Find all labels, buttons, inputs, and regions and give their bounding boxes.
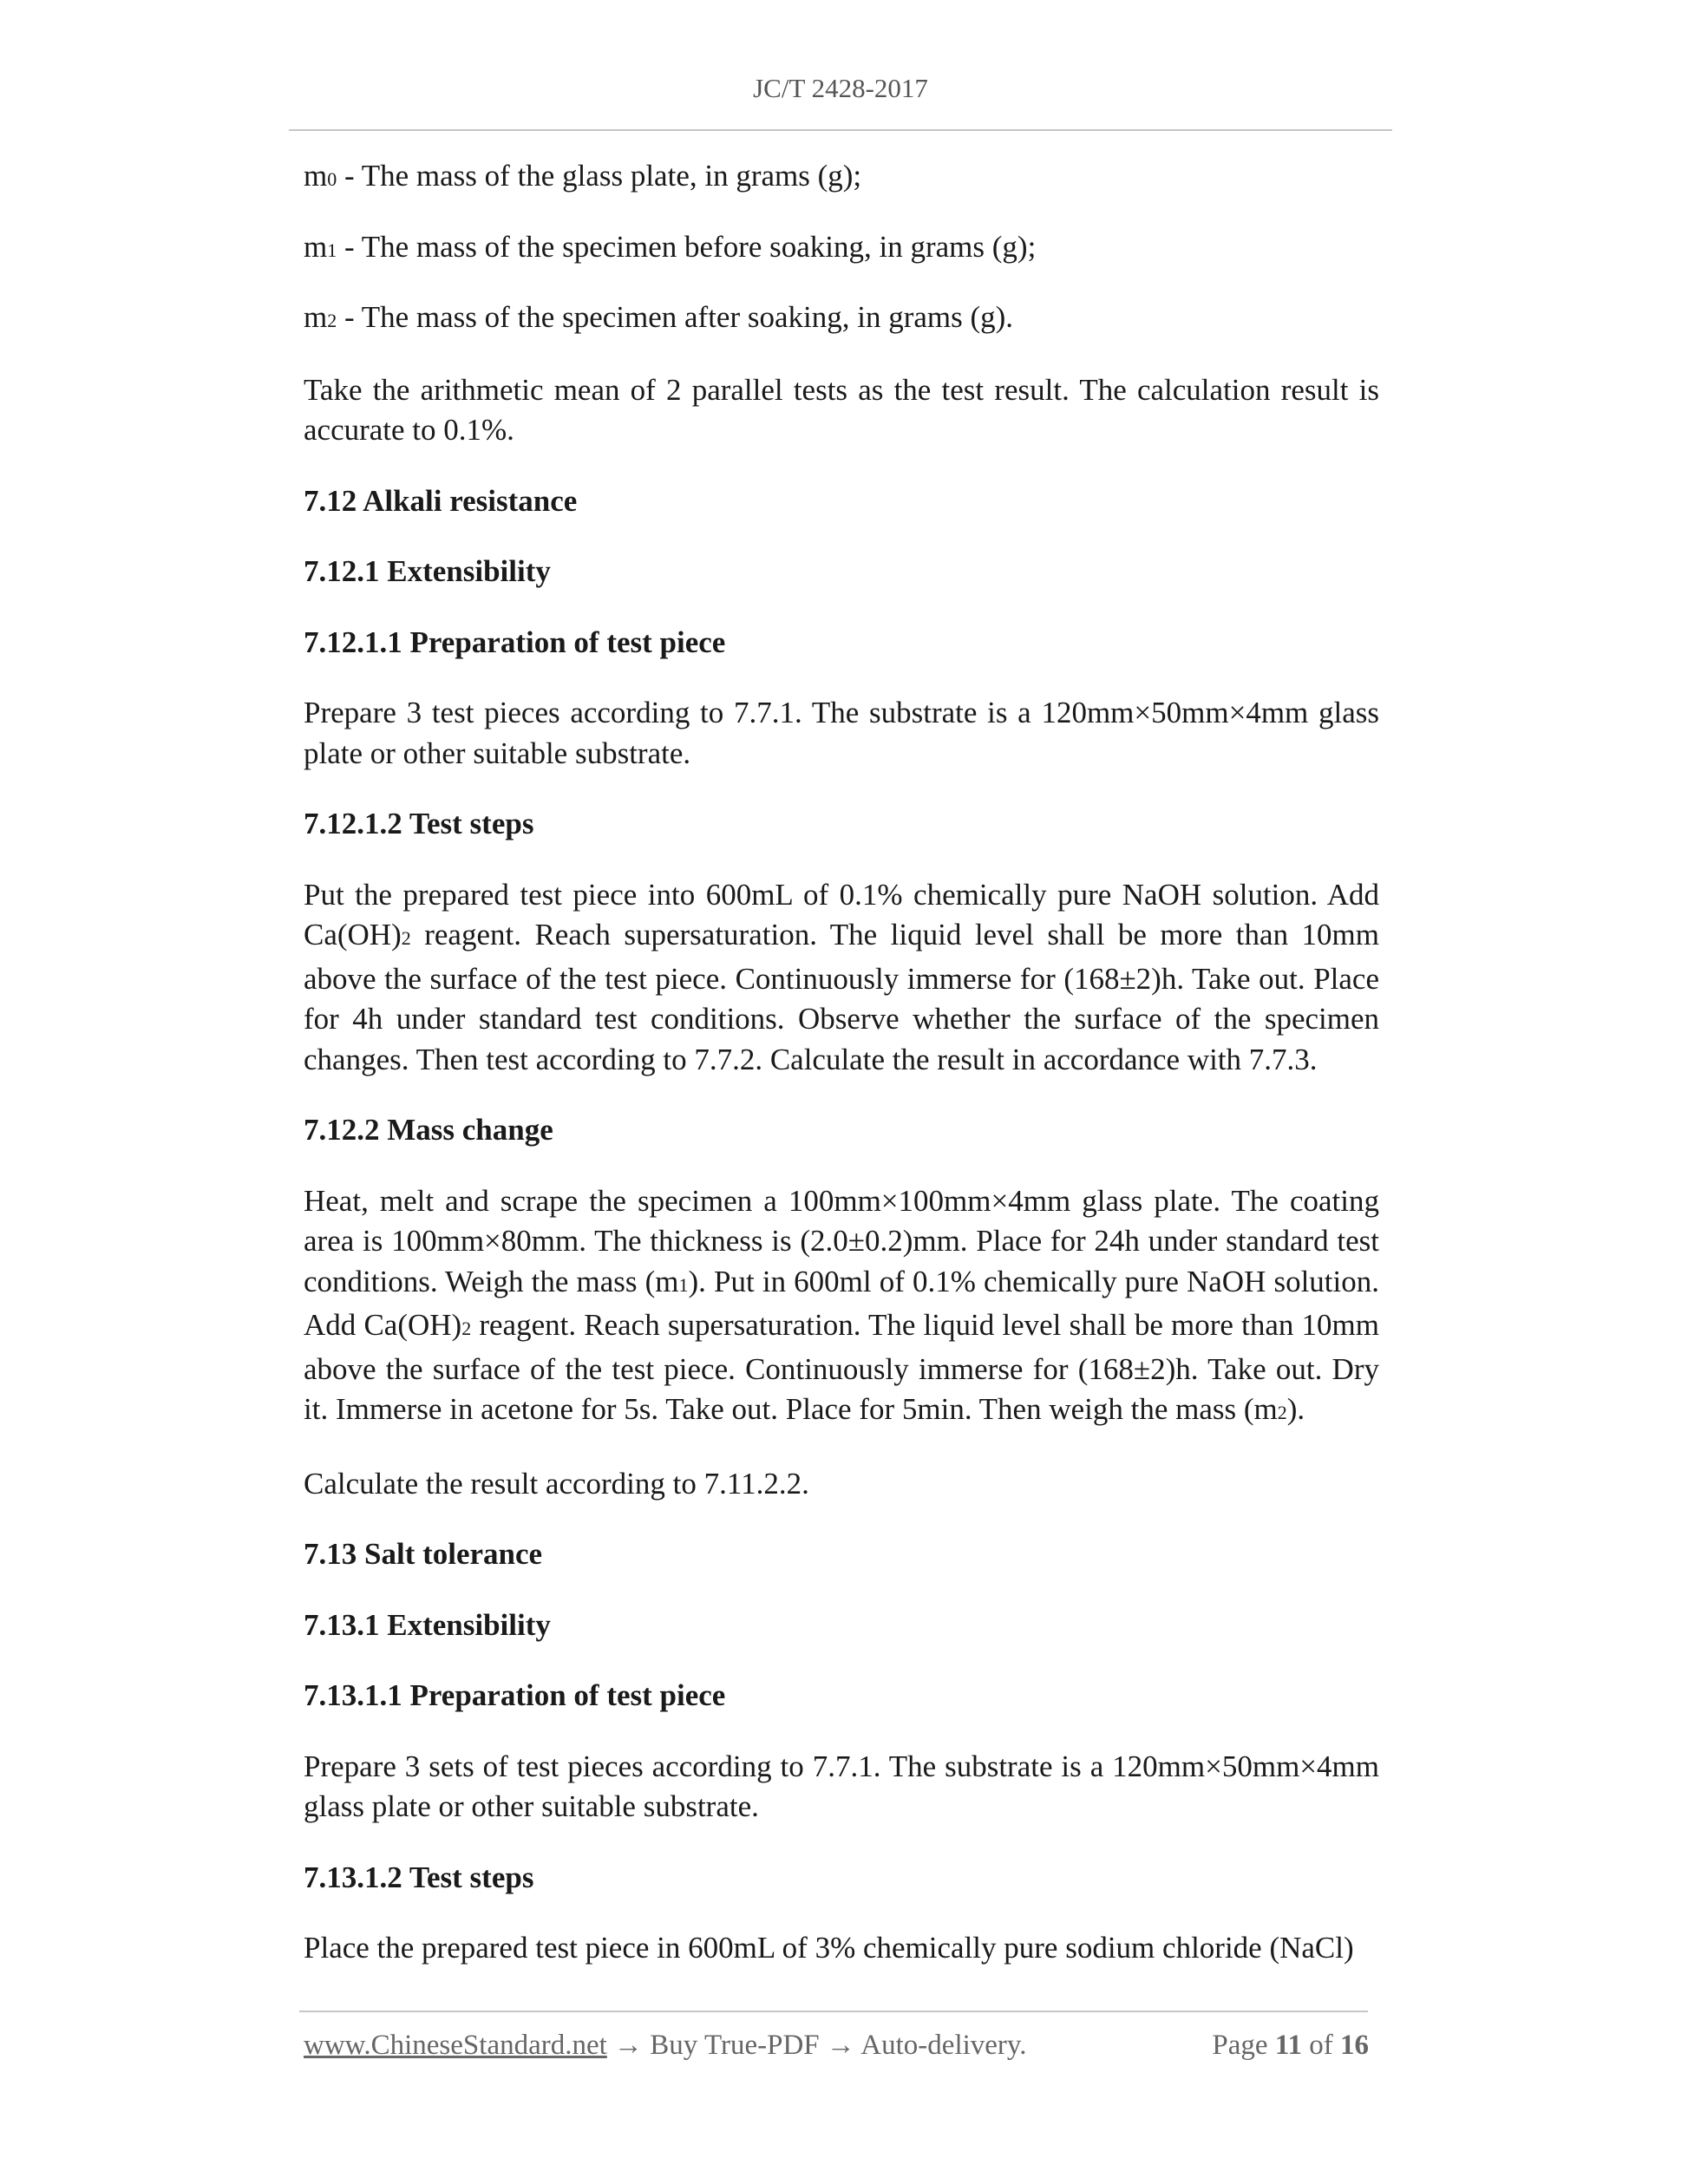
page-header: JC/T 2428-2017 (753, 73, 928, 103)
footer-promo (304, 2030, 1027, 2062)
heading-7-12-1: 7.12.1 Extensibility (304, 554, 551, 588)
buy-true-pdf-text: Buy True-PDF (643, 2030, 827, 2061)
document-body (304, 156, 1379, 1999)
heading-7-13-1-2: 7.13.1.2 Test steps (304, 1860, 534, 1894)
heading-7-12-1-2: 7.12.1.2 Test steps (304, 807, 534, 840)
paragraph-salt-test-steps: Place the prepared test piece in 600mL of 3% chemically pure sodium chloride (NaCl) (304, 1931, 1354, 1965)
header-divider (289, 129, 1392, 131)
paragraph-alkali-test-steps: Put the prepared test piece into 600mL of 0.1% chemically pure NaOH solution. Add Ca(OH)2 reagent. Reach supersaturation. The liquid level shall be more than 10mm above the surface of the test piece. Continuously immerse for (168±2)h. Take out. Place for 4h under standard test conditions. Observe whether the surface of the specimen changes. Then test according to 7.7.2. Calculate the result in accordance with 7.7.3. (304, 877, 1379, 1076)
total-page-count: 16 (1340, 2030, 1369, 2061)
definition-m2: m2 - The mass of the specimen after soaking, in grams (g). (304, 300, 1014, 334)
paragraph-prepare-test-pieces: Prepare 3 test pieces according to 7.7.1. The substrate is a 120mm×50mm×4mm glass plate or other suitable substrate. (304, 696, 1379, 770)
of-label: of (1309, 2030, 1333, 2061)
heading-7-12-1-1: 7.12.1.1 Preparation of test piece (304, 624, 726, 659)
definition-m0: m0 - The mass of the glass plate, in grams (g); (304, 159, 862, 193)
heading-7-13-1: 7.13.1 Extensibility (304, 1607, 551, 1642)
paragraph-prepare-test-sets: Prepare 3 sets of test pieces according to 7.7.1. The substrate is a 120mm×50mm×4mm glass plate or other suitable substrate. (304, 1749, 1379, 1823)
arrow-right-icon: → (614, 2030, 644, 2061)
heading-7-13: 7.13 Salt tolerance (304, 1537, 543, 1571)
auto-delivery-text: Auto-delivery. (854, 2030, 1027, 2061)
heading-7-12: 7.12 Alkali resistance (304, 483, 578, 518)
heading-7-13-1-1: 7.13.1.1 Preparation of test piece (304, 1678, 726, 1712)
page-indicator (1212, 2030, 1369, 2062)
arrow-right-icon: → (826, 2030, 855, 2061)
page-label: Page (1212, 2030, 1268, 2061)
definition-m1: m1 - The mass of the specimen before soaking, in grams (g); (304, 229, 1037, 264)
paragraph-calculate-result: Calculate the result according to 7.11.2.2. (304, 1466, 809, 1501)
paragraph-mass-change: Heat, melt and scrape the specimen a 100mm×100mm×4mm glass plate. The coating area is 100mm×80mm. The thickness is (2.0±0.2)mm. Place for 24h under standard test conditions. Weigh the mass (m1). Put in 600ml of 0.1% chemically pure NaOH solution. Add Ca(OH)2 reagent. Reach supersaturation. The liquid level shall be more than 10mm above the surface of the test piece. Continuously immerse for (168±2)h. Take out. Dry it. Immerse in acetone for 5s. Take out. Place for 5min. Then weigh the mass (m2). (304, 1183, 1379, 1426)
footer-divider (299, 2011, 1368, 2012)
heading-7-12-2: 7.12.2 Mass change (304, 1113, 553, 1147)
paragraph-arithmetic-mean: Take the arithmetic mean of 2 parallel tests as the test result. The calculation result is accurate to 0.1%. (304, 372, 1379, 447)
chinesestandard-link[interactable]: www.ChineseStandard.net (304, 2030, 607, 2061)
current-page-number: 11 (1274, 2030, 1302, 2061)
